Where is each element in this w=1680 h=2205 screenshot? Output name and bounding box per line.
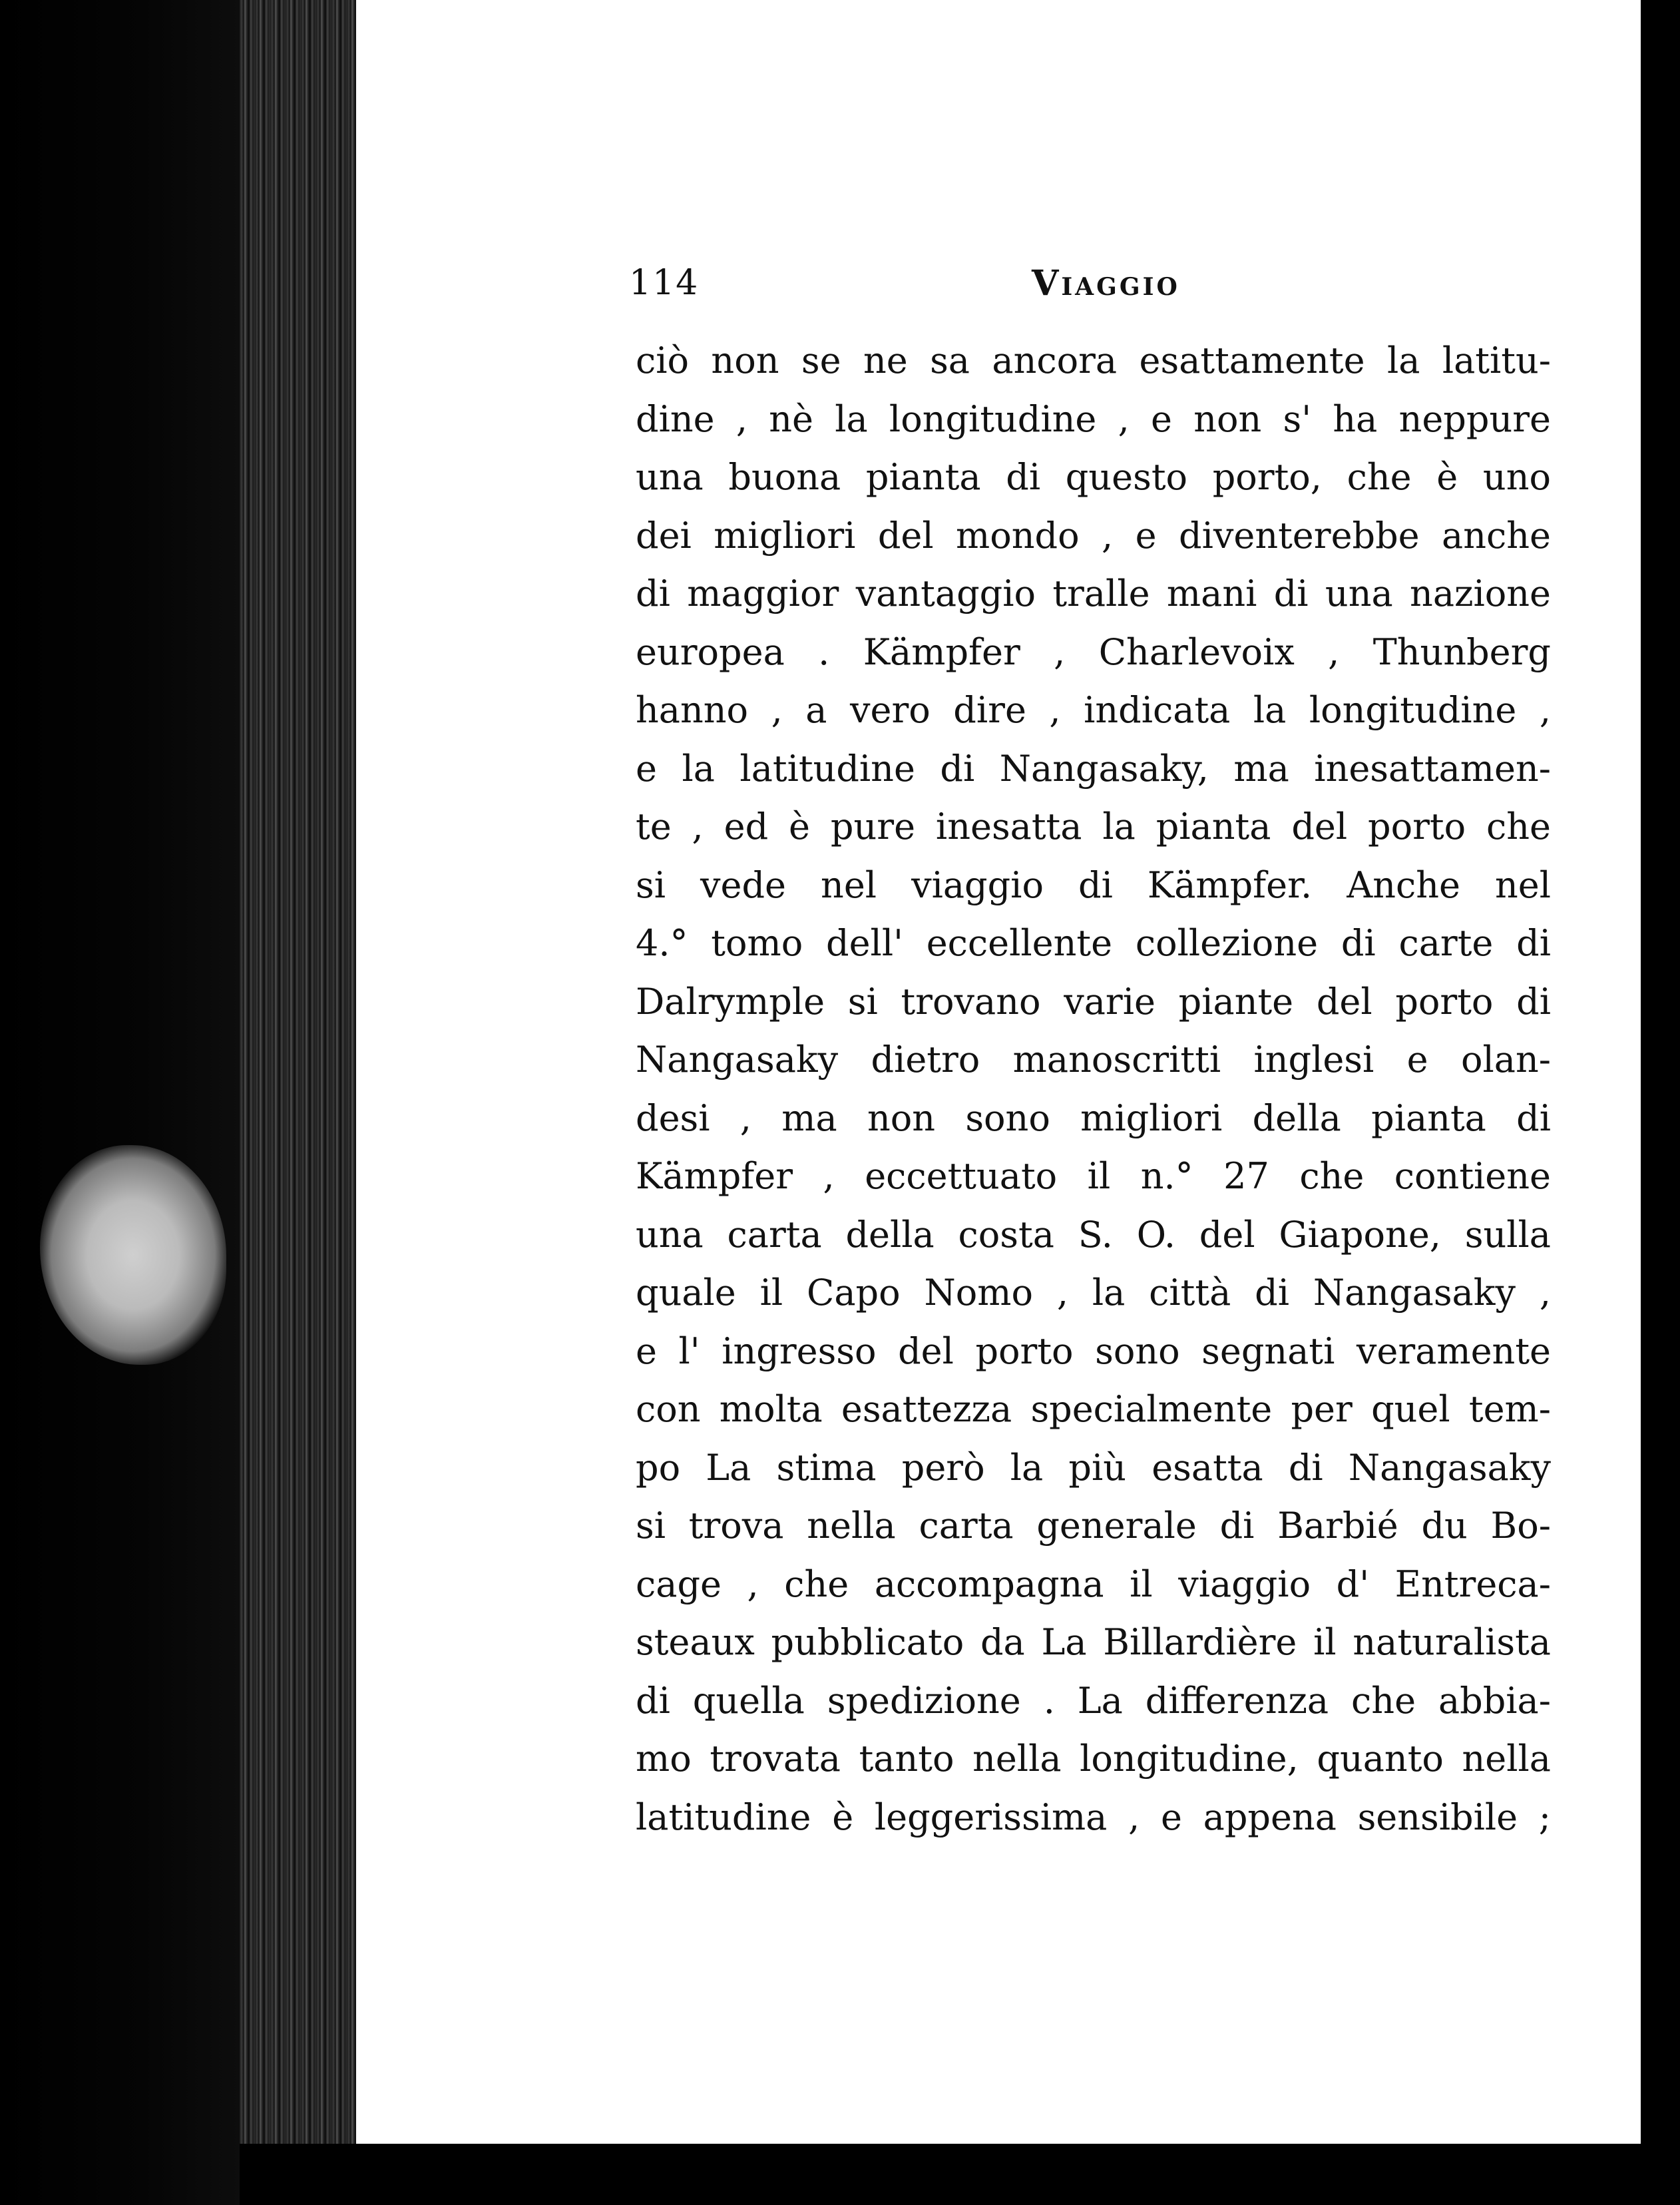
text-line: con molta esattezza specialmente per quel tem- <box>636 1388 1551 1430</box>
text-line: dei migliori del mondo , e diventerebbe anche <box>636 514 1551 557</box>
body-text <box>636 332 1551 1846</box>
text-line: hanno , a vero dire , indicata la longitudine , <box>636 689 1551 731</box>
text-line: una buona pianta di questo porto, che è uno <box>636 456 1551 498</box>
text-line: Nangasaky dietro manoscritti inglesi e olan- <box>636 1039 1551 1081</box>
text-line: europea . Kämpfer , Charlevoix , Thunberg <box>636 630 1551 673</box>
text-line: Dalrymple si trovano varie piante del porto di <box>636 980 1551 1023</box>
text-line: te , ed è pure inesatta la pianta del porto che <box>636 806 1551 848</box>
text-line: mo trovata tanto nella longitudine, quanto nella <box>636 1738 1551 1780</box>
text-line: di maggior vantaggio tralle mani di una nazione <box>636 573 1551 614</box>
text-line: steaux pubblicato da La Billardière il naturalista <box>636 1621 1551 1663</box>
scan-margin-dark <box>0 0 240 2205</box>
text-line: e la latitudine di Nangasaky, ma inesattamen- <box>636 747 1551 790</box>
text-line: dine , nè la longitudine , e non s' ha neppure <box>636 397 1551 440</box>
text-line: cage , che accompagna il viaggio d' Entreca- <box>636 1563 1551 1605</box>
text-line: di quella spedizione . La differenza che abbia- <box>636 1679 1551 1722</box>
text-line: una carta della costa S. O. del Giapone, sulla <box>636 1213 1551 1256</box>
book-spine <box>240 0 356 2205</box>
text-line: e l' ingresso del porto sono segnati veramente <box>636 1330 1551 1372</box>
scan-margin-right <box>1641 0 1680 2205</box>
running-head: Viaggio <box>1032 263 1180 304</box>
text-line: ciò non se ne sa ancora esattamente la latitu- <box>636 340 1551 381</box>
text-line: si vede nel viaggio di Kämpfer. Anche nel <box>636 863 1551 906</box>
text-line: si trova nella carta generale di Barbié du Bo- <box>636 1505 1551 1547</box>
scan-margin-bottom <box>240 2144 1680 2205</box>
text-line: 4.° tomo dell' eccellente collezione di carte di <box>636 922 1551 964</box>
text-line: Kämpfer , eccettuato il n.° 27 che contiene <box>636 1155 1551 1197</box>
text-line: po La stima però la più esatta di Nangasaky <box>636 1446 1551 1489</box>
text-line: quale il Capo Nomo , la città di Nangasaky , <box>636 1272 1551 1314</box>
page-header <box>629 263 1554 310</box>
text-line: latitudine è leggerissima , e appena sensibile ; <box>636 1796 1551 1838</box>
page-number: 114 <box>629 263 700 303</box>
text-line: desi , ma non sono migliori della pianta di <box>636 1097 1551 1139</box>
